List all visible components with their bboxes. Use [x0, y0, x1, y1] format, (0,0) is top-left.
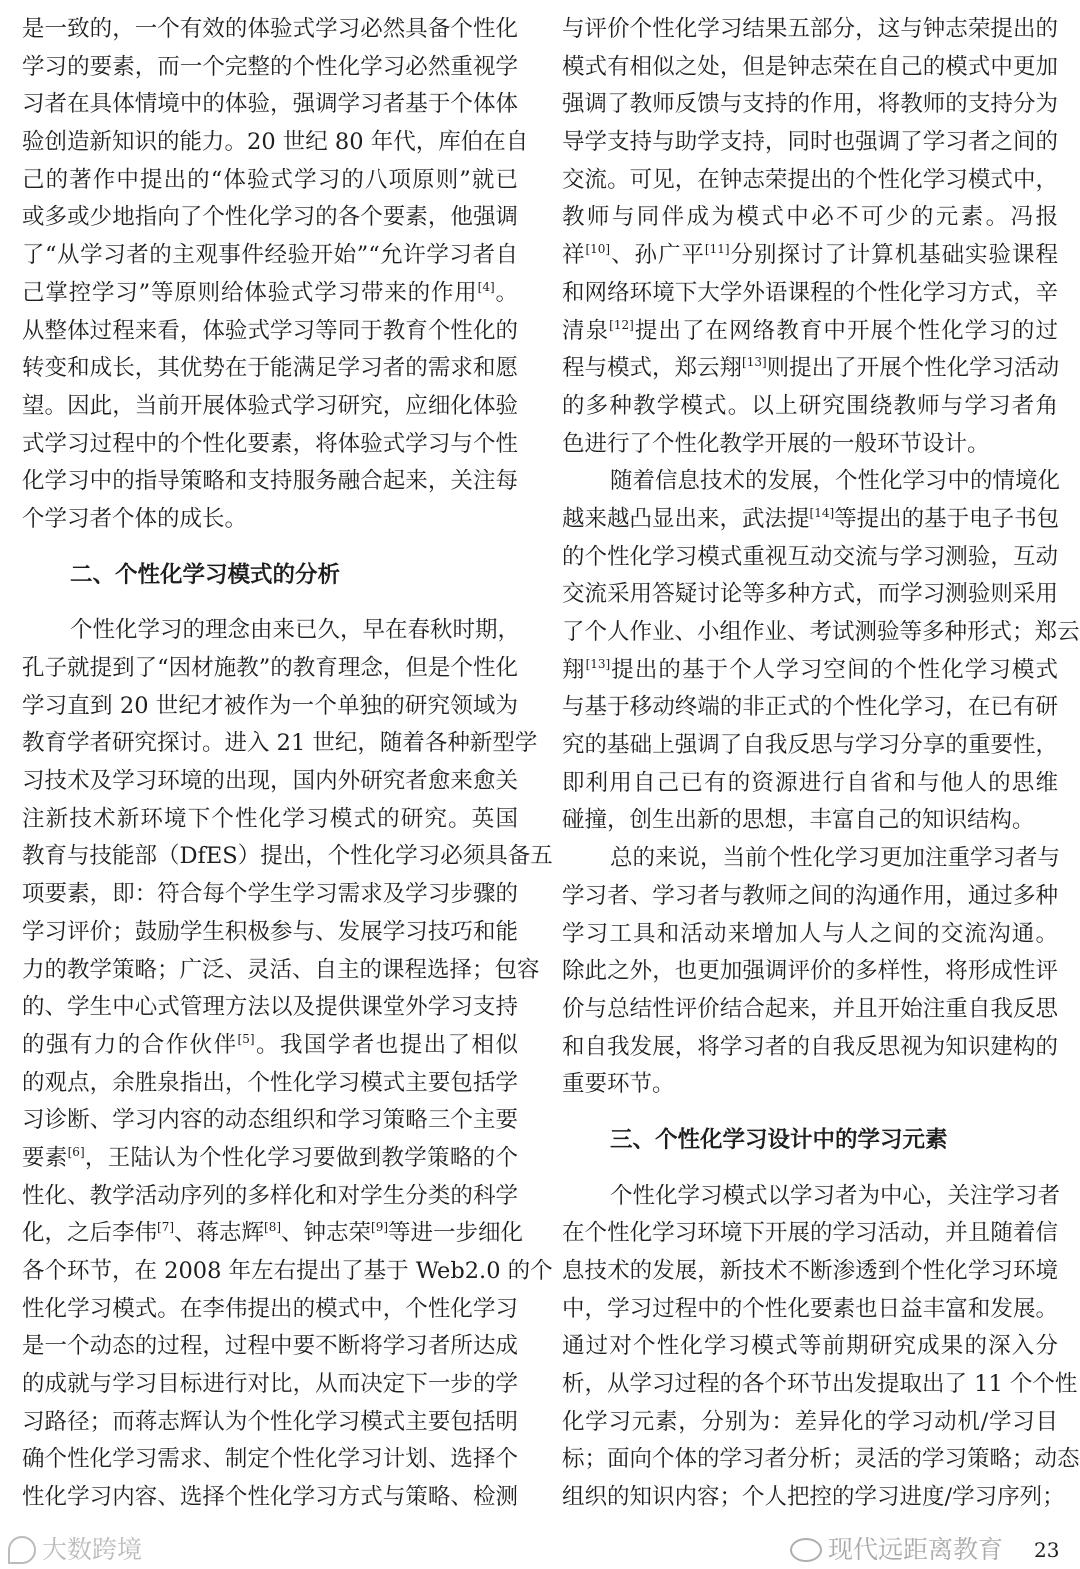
text-line: 了个人作业、小组作业、考试测验等多种形式；郑云: [562, 619, 1080, 645]
text-segment: 翔: [562, 656, 586, 683]
citation-mark: [6]: [67, 1144, 85, 1159]
text-line: [22, 275, 518, 313]
watermark-text: 现代远距离教育: [828, 1535, 1004, 1564]
text-line: 己的著作中提出的“体验式学习的八项原则”就已: [22, 166, 518, 193]
text-line: 究的基础上强调了自我反思与学习分享的重要性，: [562, 732, 1058, 759]
text-line: [562, 501, 1058, 539]
text-segment: 的强有力的合作伙伴: [22, 1031, 238, 1058]
text-line: 价与总结性评价结合起来，并且开始注重自我反思: [562, 995, 1058, 1022]
text-line: 个性化学习模式以学习者为中心，关注学习者: [610, 1182, 1061, 1209]
text-line: 和网络环境下大学外语课程的个性化学习方式，辛: [562, 279, 1058, 306]
citation-mark: [7]: [157, 1220, 175, 1235]
citation-mark: [14]: [809, 505, 835, 520]
text-line: 标；面向个体的学习者分析；灵活的学习策略；动态: [562, 1446, 1080, 1473]
text-line: 学习的要素，而一个完整的个性化学习必然重视学: [22, 53, 518, 80]
logo-icon: [8, 1536, 36, 1564]
text-segment: 等提出的基于电子书包: [834, 505, 1060, 532]
text-line: 望。因此，当前开展体验式学习研究，应细化体验: [22, 392, 518, 419]
text-line: 孔子就提到了“因材施教”的教育理念，但是个性化: [22, 655, 518, 681]
text-segment: 清泉: [562, 317, 610, 344]
text-line: 通过对个性化学习模式等前期研究成果的深入分: [562, 1333, 1058, 1360]
text-line: 模式有相似之处，但是钟志荣在自己的模式中更加: [562, 53, 1058, 80]
text-segment: 程与模式，郑云翔: [562, 355, 743, 382]
paragraph: [562, 463, 1080, 840]
text-line: 的观点，余胜泉指出，个性化学习模式主要包括学: [22, 1069, 518, 1096]
text-segment: 则提出了开展个性化学习活动: [766, 355, 1060, 382]
text-segment: 己掌控学习”等原则给体验式学习带来的作用: [22, 279, 478, 306]
text-line: 和自我发展，将学习者的自我反思视为知识建构的: [562, 1033, 1058, 1060]
text-line: 导学支持与助学支持，同时也强调了学习者之间的: [562, 129, 1058, 156]
text-line: 性化学习模式。在李伟提出的模式中，个性化学习: [22, 1295, 518, 1322]
text-line: 化学习中的指导策略和支持服务融合起来，关注每: [22, 468, 518, 495]
text-line: 性化学习内容、选择个性化学习方式与策略、检测: [22, 1484, 518, 1511]
wechat-watermark: [790, 1535, 1003, 1565]
text-segment: 提出的基于个人学习空间的个性化学习模式: [610, 656, 1058, 683]
text-segment: 、蒋志辉: [174, 1220, 265, 1247]
text-line: 注新技术新环境下个性化学习模式的研究。英国: [22, 805, 518, 832]
text-segment: 等进一步细化: [388, 1220, 524, 1247]
text-line: 交流。可见，在钟志荣提出的个性化学习模式中，: [562, 166, 1058, 193]
text-line: 碰撞，创生出新的思想，丰富自己的知识结构。: [562, 807, 1035, 834]
text-line: 个性化学习的理念由来已久，早在春秋时期，: [70, 617, 521, 644]
text-segment: 分别探讨了计算机基础实验课程: [729, 242, 1058, 269]
text-line: 化学习元素，分别为：差异化的学习动机/学习目: [562, 1408, 1058, 1435]
text-line: 的个性化学习模式重视互动交流与学习测验，互动: [562, 543, 1058, 570]
text-line: 总的来说，当前个性化学习更加注重学习者与: [610, 845, 1061, 872]
text-line: 析，从学习过程的各个环节出发提取出了 11 个个性: [562, 1371, 1078, 1398]
text-line: 教师与同伴成为模式中必不可少的元素。冯报: [562, 204, 1058, 231]
text-line: 即利用自己已有的资源进行自省和与他人的思维: [562, 769, 1058, 796]
text-segment: 祥: [562, 242, 586, 269]
text-line: 色进行了个性化教学开展的一般环节设计。: [562, 430, 990, 457]
text-line: 学习工具和活动来增加人与人之间的交流沟通。: [562, 920, 1058, 947]
text-line: [22, 1027, 518, 1065]
site-watermark: [8, 1535, 142, 1565]
text-line: 与评价个性化学习结果五部分，这与钟志荣提出的: [562, 16, 1058, 42]
text-line: [22, 1215, 524, 1253]
right-column: [562, 11, 1080, 1517]
text-line: 从整体过程来看，体验式学习等同于教育个性化的: [22, 317, 518, 344]
text-line: 学习者、学习者与教师之间的沟通作用，通过多种: [562, 882, 1058, 909]
text-line: 组织的知识内容；个人把控的学习进度/学习序列；: [562, 1484, 1065, 1511]
citation-mark: [5]: [237, 1031, 255, 1046]
text-segment: 提出了在网络教育中开展个性化学习的过: [633, 317, 1058, 344]
citation-mark: [12]: [609, 317, 634, 332]
text-line: 了“从学习者的主观事件经验开始”“允许学习者自: [22, 242, 518, 269]
text-line: 验创造新知识的能力。20 世纪 80 年代，库伯在自: [22, 129, 529, 156]
text-line: 重要环节。: [562, 1071, 675, 1098]
citation-mark: [8]: [264, 1220, 282, 1235]
left-column: [22, 11, 553, 1517]
text-line: 转变和成长，其优势在于能满足学习者的需求和愿: [22, 355, 518, 382]
text-segment: 越来越凸显出来，武法提: [562, 505, 810, 532]
text-line: 习技术及学习环境的出现，国内外研究者愈来愈关: [22, 768, 518, 795]
text-line: 在个性化学习环境下开展的学习活动，并且随着信: [562, 1220, 1058, 1247]
section-heading: 三、个性化学习设计中的学习元素: [610, 1126, 948, 1153]
text-line: 的、学生中心式管理方法以及提供课堂外学习支持: [22, 994, 518, 1021]
text-line: 交流采用答疑讨论等多种方式，而学习测验则采用: [562, 581, 1058, 608]
text-line: [562, 313, 1058, 351]
citation-mark: [10]: [585, 242, 611, 257]
text-line: 是一致的，一个有效的体验式学习必然具备个性化: [22, 16, 518, 42]
text-segment: 化，之后李伟: [22, 1220, 158, 1247]
text-line: 性化、教学活动序列的多样化和对学生分类的科学: [22, 1182, 518, 1209]
text-line: 息技术的发展，新技术不断渗透到个性化学习环境: [562, 1258, 1058, 1284]
text-segment: 要素: [22, 1144, 68, 1171]
text-line: 习路径；而蒋志辉认为个性化学习模式主要包括明: [22, 1408, 518, 1435]
text-line: 除此之外，也更加强调评价的多样性，将形成性评: [562, 958, 1058, 985]
text-line: 确个性化学习需求、制定个性化学习计划、选择个: [22, 1446, 518, 1473]
text-line: 各个环节，在 2008 年左右提出了基于 Web2.0 的个: [22, 1258, 553, 1284]
page-number: 23: [1034, 1538, 1060, 1562]
citation-mark: [4]: [477, 279, 495, 294]
watermark-text: 大数跨境: [42, 1535, 143, 1564]
citation-mark: [13]: [742, 355, 767, 370]
text-line: [562, 237, 1058, 275]
text-segment: 、孙广平: [610, 242, 705, 269]
text-line: 教育学者研究探讨。进入 21 世纪，随着各种新型学: [22, 730, 538, 757]
text-line: 学习直到 20 世纪才被作为一个单独的研究领域为: [22, 692, 518, 719]
wechat-icon: [790, 1538, 822, 1562]
text-line: 是一个动态的过程，过程中要不断将学习者所达成: [22, 1333, 518, 1360]
text-segment: 、钟志荣: [281, 1220, 372, 1247]
paragraph: [562, 840, 1061, 1104]
text-line: [562, 652, 1058, 690]
text-segment: 。我国学者也提出了相似: [254, 1031, 518, 1058]
text-line: 的多种教学模式。以上研究围绕教师与学习者角: [562, 392, 1058, 419]
text-line: 个学习者个体的成长。: [22, 505, 248, 532]
text-segment: 。: [494, 279, 518, 306]
text-line: 强调了教师反馈与支持的作用，将教师的支持分为: [562, 91, 1058, 118]
text-line: 中，学习过程中的个性化要素也日益丰富和发展。: [562, 1295, 1058, 1322]
text-line: 随着信息技术的发展，个性化学习中的情境化: [610, 468, 1061, 495]
citation-mark: [9]: [371, 1220, 389, 1235]
citation-mark: [13]: [585, 656, 611, 671]
paragraph: [22, 11, 529, 539]
text-line: 学习评价；鼓励学生积极参与、发展学习技巧和能: [22, 918, 518, 945]
text-line: 或多或少地指向了个性化学习的各个要素，他强调: [22, 204, 518, 231]
text-line: 习者在具体情境中的体验，强调学习者基于个体体: [22, 91, 518, 118]
citation-mark: [11]: [704, 242, 730, 257]
text-line: 项要素，即：符合每个学生学习需求及学习步骤的: [22, 881, 518, 908]
section-heading: 二、个性化学习模式的分析: [70, 561, 341, 588]
text-line: [22, 1140, 518, 1178]
text-line: [562, 350, 1058, 388]
paragraph: [22, 612, 553, 1517]
text-line: 与基于移动终端的非正式的个性化学习，在已有研: [562, 694, 1058, 721]
text-line: 的成就与学习目标进行对比，从而决定下一步的学: [22, 1371, 518, 1398]
text-line: 教育与技能部（DfES）提出，个性化学习必须具备五: [22, 843, 553, 870]
paragraph: [562, 1178, 1080, 1517]
text-segment: ，王陆认为个性化学习要做到教学策略的个: [84, 1144, 518, 1171]
text-line: 力的教学策略；广泛、灵活、自主的课程选择；包容: [22, 956, 540, 983]
text-line: 式学习过程中的个性化要素，将体验式学习与个性: [22, 430, 518, 457]
paragraph: [562, 11, 1058, 463]
text-line: 习诊断、学习内容的动态组织和学习策略三个主要: [22, 1107, 518, 1134]
